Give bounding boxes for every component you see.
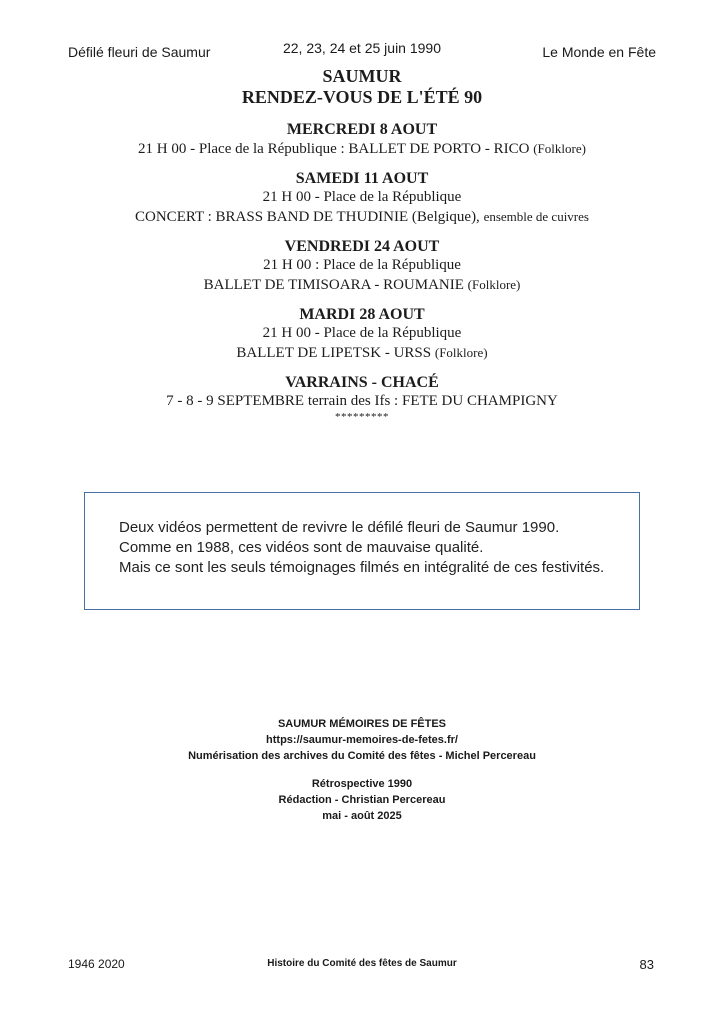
event-note: (Folklore)	[467, 277, 521, 292]
event-date: MARDI 28 AOUT	[299, 306, 425, 323]
event-line: 7 - 8 - 9 SEPTEMBRE terrain des Ifs : FETE DU CHAMPIGNY	[166, 393, 558, 409]
credits-dates: mai - août 2025	[322, 810, 402, 822]
credits-url: https://saumur-memoires-de-fetes.fr/	[266, 734, 458, 746]
note-line: Mais ce sont les seuls témoignages filmés en intégralité de ces festivités.	[119, 559, 605, 576]
event-line: 21 H 00 - Place de la République	[262, 325, 462, 341]
header-dates: 22, 23, 24 et 25 juin 1990	[282, 40, 442, 56]
event-date: MERCREDI 8 AOUT	[286, 121, 438, 138]
credits-redaction: Rédaction - Christian Percereau	[278, 794, 446, 806]
event-line	[0, 275, 724, 295]
event-note: (Folklore)	[533, 141, 586, 156]
footer-title: Histoire du Comité des fêtes de Saumur	[267, 958, 457, 969]
separator-stars: *********	[335, 411, 389, 423]
event-date: SAMEDI 11 AOUT	[295, 170, 429, 187]
program-title-city: SAUMUR	[322, 66, 402, 86]
credits	[0, 716, 724, 824]
spacer	[0, 764, 724, 776]
event-text: CONCERT : BRASS BAND DE THUDINIE (Belgique),	[135, 209, 480, 225]
note-box	[84, 492, 640, 610]
note-line: Deux vidéos permettent de revivre le défilé fleuri de Saumur 1990.	[119, 519, 560, 536]
footer-years: 1946 2020	[68, 957, 125, 971]
event-line: 21 H 00 : Place de la République	[263, 257, 461, 273]
event-line	[0, 139, 724, 159]
program	[0, 66, 724, 423]
event-date: VENDREDI 24 AOUT	[284, 238, 440, 255]
event-line	[0, 207, 724, 227]
event-text: BALLET DE TIMISOARA - ROUMANIE	[203, 277, 464, 293]
event-date: VARRAINS - CHACÉ	[285, 374, 439, 391]
header-right: Le Monde en Fête	[542, 44, 656, 60]
event-line	[0, 343, 724, 363]
page-number: 83	[639, 957, 654, 972]
program-title: RENDEZ-VOUS DE L'ÉTÉ 90	[241, 87, 483, 107]
event-line: 21 H 00 - Place de la République	[262, 189, 462, 205]
credits-org: SAUMUR MÉMOIRES DE FÊTES	[277, 718, 447, 730]
event-text: BALLET DE LIPETSK - URSS	[236, 345, 432, 361]
event-text: 21 H 00 - Place de la République : BALLET DE PORTO - RICO	[138, 141, 530, 157]
credits-retro: Rétrospective 1990	[311, 778, 413, 790]
credits-scan: Numérisation des archives du Comité des fêtes - Michel Percereau	[188, 750, 536, 762]
event-note: (Folklore)	[434, 345, 488, 360]
header-left: Défilé fleuri de Saumur	[68, 44, 211, 60]
note-line: Comme en 1988, ces vidéos sont de mauvaise qualité.	[119, 539, 484, 556]
event-note: ensemble de cuivres	[483, 209, 589, 224]
